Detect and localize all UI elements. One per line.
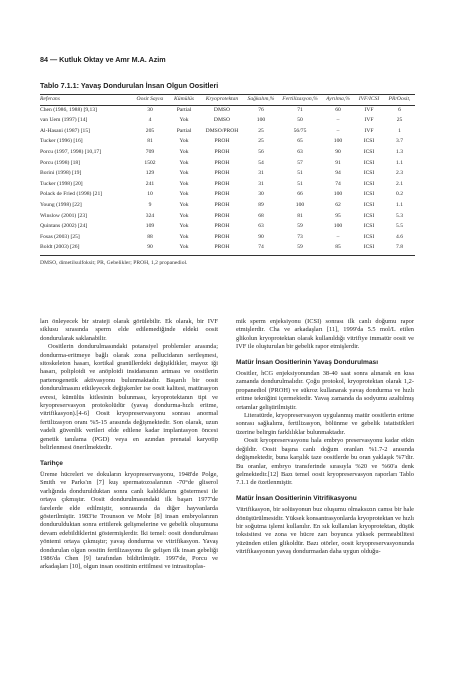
table-cell: ICSI xyxy=(363,223,375,230)
table-cell: Borini (1998) [19] xyxy=(40,170,82,177)
column-header: Fertilizasyon,% xyxy=(278,95,322,105)
table-cell: 0.2 xyxy=(396,191,403,198)
table-cell: 1.3 xyxy=(396,148,403,155)
table-cell: Yok xyxy=(179,159,189,166)
table-cell: PROH xyxy=(214,191,230,198)
table-cell: 324 xyxy=(145,212,155,219)
table-cell: PROH xyxy=(214,212,230,219)
table-cell: 7.8 xyxy=(396,244,403,251)
table-cell: IVF xyxy=(364,127,374,134)
table-cell: 100 xyxy=(333,138,343,145)
table-cell: 1.1 xyxy=(396,201,403,208)
table-cell: ICSI xyxy=(363,138,375,145)
column-header: Ayrılma,% xyxy=(322,95,354,105)
paragraph: mik sperm enjeksiyonu (ICSI) sonrası ilk canlı doğumu rapor etmişlerdir. Cha ve arkadaşları [11], 1999'da 5.5 mol/L etilen glikolun kryoprotektan olarak kullanıldığı vitrifiye immatür oosit ve IVF ile oluşturulan bir gebelik rapor etmişlerdir. xyxy=(236,318,414,351)
table-cell: 25 xyxy=(396,117,403,124)
table-cell: 5.3 xyxy=(396,212,403,219)
table-cell: Yok xyxy=(179,212,189,219)
table-cell: Yok xyxy=(179,233,189,240)
table-cell: 73 xyxy=(297,233,303,240)
right-text-column xyxy=(236,318,414,557)
paragraph: Oositler, hCG enjeksiyonundan 38-40 saat sonra alınarak en kısa zamanda dondurulmalıdır. Çoğu protokol, kryoprotektan olarak 1,2-propanediol (PROH) ve sükroz kullanarak yavaş dondurma ve hızlı eritme tekniğini içermektedir. Yavaş zamanda da sodyumu azaltılmış ortamlar geliştirilmiştir. xyxy=(236,370,414,411)
table-cell: 205 xyxy=(145,127,155,134)
table-cell: 90 xyxy=(335,148,341,155)
table-cell: Yok xyxy=(179,180,189,187)
table-cell: Yok xyxy=(179,244,189,251)
table-cell: 25 xyxy=(258,127,264,134)
table-row xyxy=(40,169,415,180)
table-cell: – xyxy=(336,127,340,134)
table-cell: 4 xyxy=(148,117,152,124)
table-cell: PROH xyxy=(214,138,230,145)
table-row xyxy=(40,233,415,244)
table-cell: 62 xyxy=(335,201,341,208)
table-cell: Tucker (1996) [16] xyxy=(40,138,83,145)
table-cell: 91 xyxy=(335,159,341,166)
table-cell: ICSI xyxy=(363,233,375,240)
table-row xyxy=(40,180,415,191)
table-cell: Yok xyxy=(179,138,189,145)
table-cell: ICSI xyxy=(363,191,375,198)
table-cell: DMSO xyxy=(213,106,231,113)
table-cell: 30 xyxy=(147,106,153,113)
table-cell: 3.7 xyxy=(396,138,403,145)
table-cell: 51 xyxy=(297,180,303,187)
table-cell: Chen (1986, 1988) [9,13] xyxy=(40,106,98,113)
table-cell: ICSI xyxy=(363,212,375,219)
table-cell: Al-Hasani (1987) [15] xyxy=(40,127,91,134)
table-row xyxy=(40,243,415,254)
column-header: Kümülüs xyxy=(168,95,200,105)
table-cell: Young (1998) [22] xyxy=(40,201,82,208)
table-cell: Quintans (2002) [24] xyxy=(40,223,88,230)
table-cell: 94 xyxy=(335,170,341,177)
table-cell: 1.1 xyxy=(396,159,403,166)
table-cell: 95 xyxy=(335,212,341,219)
table-cell: Yok xyxy=(179,170,189,177)
table-cell: IVF xyxy=(364,117,374,124)
oocyte-table xyxy=(40,95,415,254)
table-title: Tablo 7.1.1: Yavaş Dondurulan İnsan Olgun Oositleri xyxy=(40,81,219,90)
table-cell: 241 xyxy=(145,180,155,187)
table-cell: 2.3 xyxy=(396,170,403,177)
table-cell: 74 xyxy=(335,180,341,187)
table-cell: 100 xyxy=(333,191,343,198)
table-cell: 31 xyxy=(258,170,264,177)
section-heading-slow-freezing: Matür İnsan Oositlerinin Yavaş Dondurulması xyxy=(236,358,379,366)
left-text-column xyxy=(40,318,218,572)
table-cell: Yok xyxy=(179,148,189,155)
table-cell: 31 xyxy=(258,180,264,187)
table-cell: Yok xyxy=(179,223,189,230)
table-row xyxy=(40,222,415,233)
section-heading-history: Tarihçe xyxy=(40,459,63,467)
table-row xyxy=(40,212,415,223)
table-cell: 71 xyxy=(297,106,303,113)
table-cell: 10 xyxy=(147,191,153,198)
table-footnote: DMSO, dimetilsulfoksit; PR, Gebelikler; PROH, 1,2 propanediol. xyxy=(40,260,188,266)
table-cell: 2.1 xyxy=(396,180,403,187)
table-cell: 65 xyxy=(297,138,303,145)
table-cell: 90 xyxy=(147,244,153,251)
table-cell: PROH xyxy=(214,244,230,251)
table-cell: PROH xyxy=(214,201,230,208)
table-cell: Polack de Fried (1998) [21] xyxy=(40,191,103,198)
table-cell: PROH xyxy=(214,170,230,177)
paragraph: Vitrifikasyon, bir solüsyonun buz oluşumu olmaksızın camsı bir hale dönüştürülmesidir. Yüksek konsantrasyonlarda kryoprotektan ve hızlı bir soğutma işlemi kullanılır. En sık kullanılan kryoprotektan, düşük toksisitesi ve zona ve hücre zarı boyunca yüksek permeabilitesi yüzünden etilen glikoldür. Bazı otörler, oosit kryopreservasyonunda vitrifikasyonun yavaş dondurmadan daha uygun olduğu- xyxy=(236,506,414,556)
paragraph: Oosit kryopreservasyonu hala embryo preservasyonu kadar etkin değildir. Oosit başına canlı doğum oranları %1.7-2 arasında değişmektedir, buna karşılık taze oositlerde bu oran yaklaşık %7'dir. Bu oranlar, embryo transferinde sırasıyla %20 ve %60'a denk gelmektedir.[12] Bazı temel oosit kryopreservasyon raporları Tablo 7.1.1 de özetlenmiştir. xyxy=(236,437,414,487)
table-cell: 74 xyxy=(258,244,264,251)
table-cell: 9 xyxy=(148,201,152,208)
table-cell: 90 xyxy=(258,233,264,240)
paragraph: Literatürde, kryopreservasyon uygulanmış matür oositlerin eritme sonrası sağkalımı, fertilizasyon, bölünme ve gebelik istatistikleri üzerine belirgin farklılıklar bulunmaktadır. xyxy=(236,412,414,436)
table-cell: ICSI xyxy=(363,201,375,208)
table-cell: IVF xyxy=(364,106,374,113)
paragraph: ları önleyecek bir strateji olarak görülebilir. Ek olarak, bir IVF siklusu sırasında sperm elde edilemediğinde eldeki oosit dondurularak saklanabilir. xyxy=(40,318,218,342)
table-cell: 50 xyxy=(297,117,303,124)
table-cell: 76 xyxy=(258,106,264,113)
table-cell: 59 xyxy=(297,244,303,251)
table-header-row xyxy=(40,95,415,105)
table-cell: 6 xyxy=(398,106,401,113)
table-cell: 709 xyxy=(145,148,155,155)
table-top-rule xyxy=(40,94,415,95)
table-cell: 59 xyxy=(297,223,303,230)
table-cell: 1 xyxy=(398,127,401,134)
table-cell: ICSI xyxy=(363,244,375,251)
table-row xyxy=(40,127,415,138)
table-cell: 54 xyxy=(258,159,264,166)
table-cell: 100 xyxy=(256,117,266,124)
table-cell: 81 xyxy=(297,212,303,219)
table-row xyxy=(40,116,415,127)
table-cell: Yok xyxy=(179,117,189,124)
table-cell: 51 xyxy=(297,170,303,177)
column-header: Oosit Sayısı xyxy=(132,95,168,105)
table-cell: 56/75 xyxy=(293,127,307,134)
table-cell: 30 xyxy=(258,191,264,198)
column-header: Kryoprotektan xyxy=(200,95,244,105)
table-cell: PROH xyxy=(214,233,230,240)
column-header: PR/Oosit, xyxy=(384,95,415,105)
table-cell: 1502 xyxy=(144,159,156,166)
table-cell: Porcu (1997, 1998) [10,17] xyxy=(40,148,102,155)
table-cell: 129 xyxy=(145,170,155,177)
table-cell: DMSO/PROH xyxy=(205,127,239,134)
table-cell: DMSO xyxy=(213,117,231,124)
column-header: Sağkalım,% xyxy=(244,95,278,105)
table-cell: – xyxy=(336,117,340,124)
table-cell: PROH xyxy=(214,180,230,187)
column-header: Referans xyxy=(40,95,132,105)
table-row xyxy=(40,159,415,170)
table-bottom-rule xyxy=(40,255,415,256)
table-cell: 63 xyxy=(297,148,303,155)
table-cell: ICSI xyxy=(363,170,375,177)
table-cell: 109 xyxy=(145,223,155,230)
table-cell: ICSI xyxy=(363,148,375,155)
table-row xyxy=(40,105,415,116)
table-row xyxy=(40,148,415,159)
running-header: 84 — Kutluk Oktay ve Amr M.A. Azim xyxy=(40,55,166,64)
table-cell: 66 xyxy=(297,191,303,198)
table-cell: 85 xyxy=(335,244,341,251)
table-cell: Winslow (2001) [23] xyxy=(40,212,88,219)
table-cell: Yok xyxy=(179,191,189,198)
section-heading-vitrification: Matür İnsan Oositlerinin Vitrifikasyonu xyxy=(236,494,357,502)
table-cell: 63 xyxy=(258,223,264,230)
table-cell: PROH xyxy=(214,223,230,230)
table-cell: 100 xyxy=(333,223,343,230)
table-cell: Partial xyxy=(176,127,192,134)
table-cell: 68 xyxy=(258,212,264,219)
table-row xyxy=(40,137,415,148)
table-cell: 60 xyxy=(335,106,341,113)
table-row xyxy=(40,201,415,212)
table-cell: Yok xyxy=(179,201,189,208)
table-cell: 89 xyxy=(258,201,264,208)
table-body xyxy=(40,105,415,254)
table-cell: ICSI xyxy=(363,180,375,187)
table-cell: PROH xyxy=(214,148,230,155)
table-cell: 81 xyxy=(147,138,153,145)
table-cell: 25 xyxy=(258,138,264,145)
table-cell: 100 xyxy=(295,201,305,208)
paragraph: Üreme hücreleri ve dokuların kryopreservasyonu, 1948'de Polge, Smith ve Parks'ın [7] kuş spermatozoalarının -70°de gliserol varlığında dondurulduktan sonra canlı kaldıklarını göstermesi ile ortaya çıkmıştır. Oosit dondurulmasındaki ilk başarı 1977'de farelerde elde edilmiştir, sonrasında da diğer hayvanlarda gösterilmiştir. 1983'te Trounson ve Mohr [8] insan embryolarının dondurulduktan sonra eritilerek gelişmelerine ve gebelik oluşumuna devam edebildiklerini göstermişlerdir. İki temel: oosit dondurulması yöntemi ortaya çıkmıştır; yavaş dondurma ve vitrifikasyon. Yavaş dondurulan olgun oositin fertilizasyonu ile gelişen ilk insan gebeliği 1986'da Chen [9] tarafından bildirilmiştir. 1997'de, Porcu ve arkadaşları [10], olgun insan oositinin eritilmesi ve intrasitoplas- xyxy=(40,470,218,571)
column-header: IVF/ICSI xyxy=(354,95,384,105)
table-cell: 56 xyxy=(258,148,264,155)
table-row xyxy=(40,190,415,201)
table-cell: Porcu (1998) [18] xyxy=(40,159,81,166)
table-cell: 4.6 xyxy=(396,233,403,240)
table-cell: 88 xyxy=(147,233,153,240)
paragraph: Oositlerin dondurulmasındaki potansiyel problemler arasında; dondurma-eritmeye bağlı olarak zona pellucidanın sertleşmesi, sitoskeleton hasarı, kortikal granüllerdeki değişiklikler, mayoz iği hasarı, poliploidi ve anöploidi insidansının artması ve oositlerin partenogenetik aktivasyonu bulunmaktadır. Başarılı bir oosit dondurulmasını etkileyecek değişkenler ise oosit kalitesi, matürasyon evresi, kümülüs kitlesinin bulunması, kryoprotektanın tipi ve kryopreservasyon protokolüdür (yavaş dondurma-hızlı eritme, vitrifikasyon).[4-6] Oosit kryopreservasyonu sonrası anormal fertilizasyon oranı %5-15 arasında değişmektedir. Son olarak, uzun vadeli güvenlik verileri elde edilene kadar implantasyon öncesi genetik tanılama (PGD) veya en azından prenatal karyotip belirlenmesi önerilmektedir. xyxy=(40,343,218,452)
table-cell: ICSI xyxy=(363,159,375,166)
table-cell: – xyxy=(336,233,340,240)
table-cell: 5.5 xyxy=(396,223,403,230)
table-cell: Partial xyxy=(176,106,192,113)
table-cell: Fosas (2003) [25] xyxy=(40,233,80,240)
table-cell: Boldt (2003) [26] xyxy=(40,244,80,251)
table-cell: PROH xyxy=(214,159,230,166)
table-cell: van Uem (1997) [14] xyxy=(40,117,88,124)
table-cell: 57 xyxy=(297,159,303,166)
table-cell: Tucker (1998) [20] xyxy=(40,180,83,187)
